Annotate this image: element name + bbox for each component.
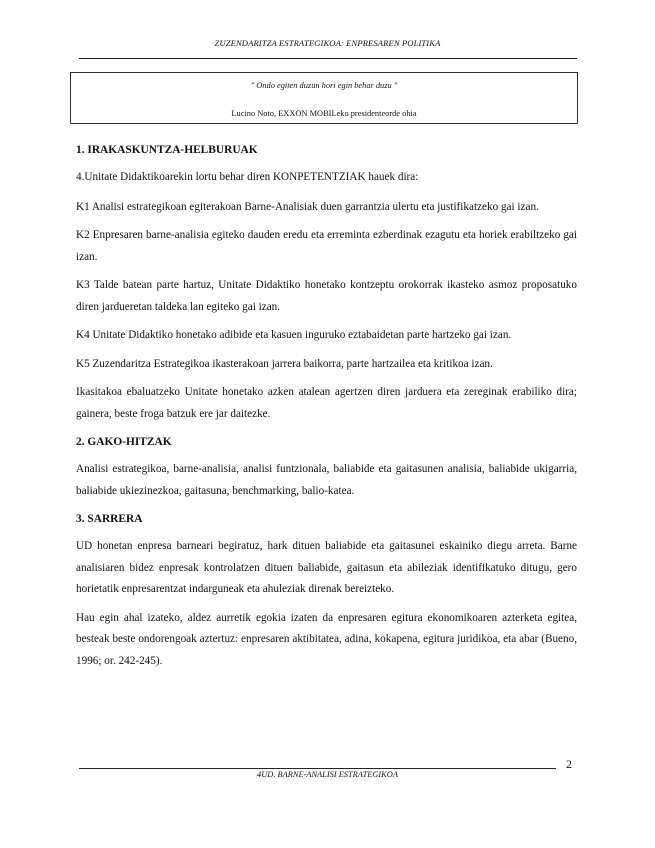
header-divider — [79, 58, 577, 59]
quote-box — [70, 72, 578, 124]
page-number: 2 — [566, 757, 572, 771]
competences-intro: 4.Unitate Didaktikoarekin lortu behar diren KONPETENTZIAK hauek dira: — [76, 171, 419, 183]
competence-k3: K3 Talde batean parte hartuz, Unitate Didaktiko honetako kontzeptu orokorrak ikasteko asmoz proposatuko diren jardueretan taldeka lan egiteko gai izan. — [76, 279, 577, 313]
quote-text: " Ondo egiten duzun hori egin behar duzu " — [250, 81, 398, 90]
section-heading-keywords: 2. GAKO-HITZAK — [76, 436, 172, 448]
page-footer-title: 4UD. BARNE-ANALISI ESTRATEGIKOA — [257, 770, 398, 779]
footer-divider — [79, 768, 556, 769]
document-body — [76, 140, 577, 679]
keywords-paragraph: Analisi estrategikoa, barne-analisia, analisi funtzionala, baliabide eta gaitasunen analisia, baliabide ukigarria, baliabide ukiezinezkoa, gaitasuna, benchmarking, balio-katea. — [76, 463, 577, 497]
evaluation-paragraph: Ikasitakoa ebaluatzeko Unitate honetako azken atalean agertzen diren jarduera eta zereginak erabiliko dira; gainera, beste froga batzuk ere jar daitezke. — [76, 386, 577, 420]
competence-k5: K5 Zuzendaritza Estrategikoa ikasterakoan jarrera baikorra, parte hartzailea eta kritikoa izan. — [76, 357, 493, 370]
quote-author: Lucino Noto, EXXON MOBILeko presidenteorde ohia — [231, 109, 417, 118]
page-header-title: ZUZENDARITZA ESTRATEGIKOA: ENPRESAREN POLITIKA — [214, 38, 441, 48]
section-heading-learning-goals: 1. IRAKASKUNTZA-HELBURUAK — [76, 144, 258, 156]
introduction-paragraph-2: Hau egin ahal izateko, aldez aurretik egokia izaten da enpresaren egitura ekonomikoaren azterketa egitea, besteak beste ondorengoak aztertuz: enpresaren aktibitatea, adina, kokapena, egitura juridikoa, eta abar (Bueno, 1996; or. 242-245). — [76, 611, 577, 667]
competence-k4: K4 Unitate Didaktiko honetako adibide eta kasuen inguruko eztabaidetan parte hartzeko gai izan. — [76, 329, 512, 341]
competence-k1: K1 Analisi estrategikoan egiterakoan Barne-Analisiak duen garrantzia ulertu eta justifikatzeko gai izan. — [76, 200, 539, 213]
competence-k2: K2 Enpresaren barne-analisia egiteko dauden eredu eta erreminta ezberdinak ezagutu eta horiek erabiltzeko gai izan. — [76, 229, 577, 263]
section-heading-introduction: 3. SARRERA — [76, 513, 143, 525]
introduction-paragraph-1: UD honetan enpresa barneari begiratuz, hark dituen baliabide eta gaitasunei eskainiko diegu arreta. Barne analisiaren bidez enpresak kontrolatzen dituen baliabide, gaitasun eta abileziak identifikatuko ditugu, gero horietatik enpresarentzat indarguneak eta ahuleziak direnak bereizteko. — [76, 540, 577, 595]
